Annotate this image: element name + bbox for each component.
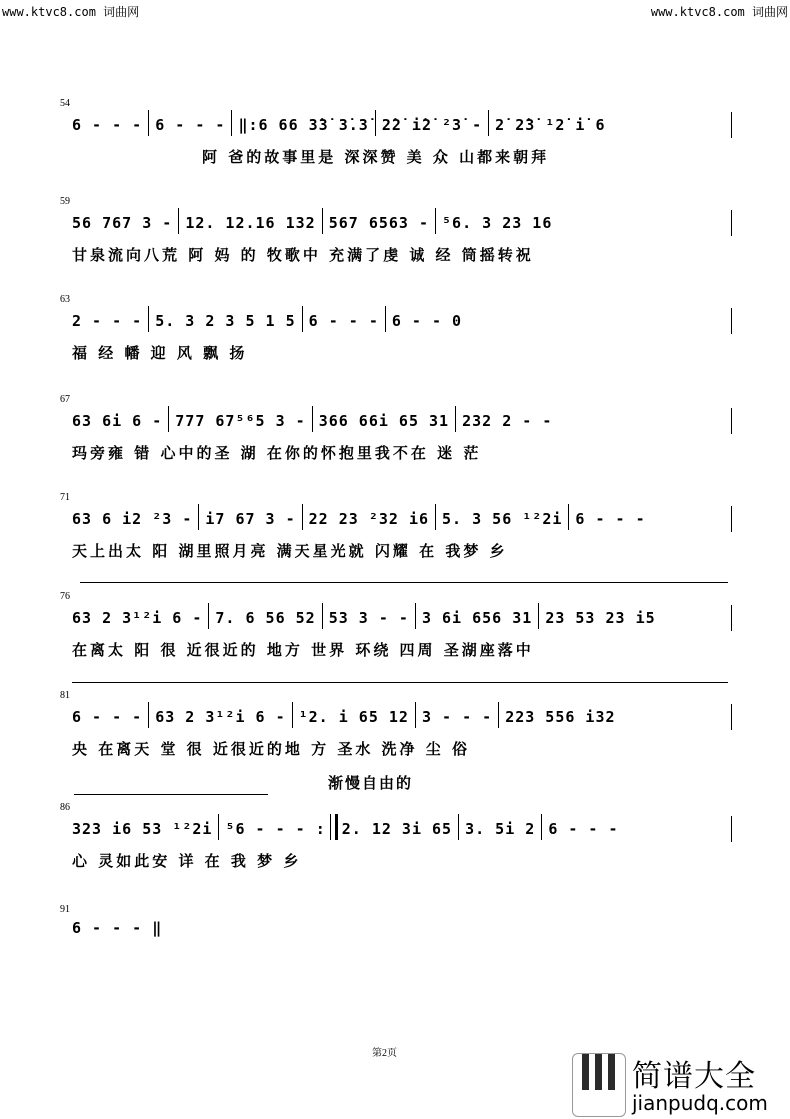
measure: 6 - - - xyxy=(575,510,646,528)
notes-line xyxy=(72,210,552,234)
measure: 366 66i 65 31 xyxy=(318,412,450,430)
tempo-marking: 渐慢自由的 xyxy=(328,774,414,792)
barline xyxy=(312,406,313,432)
notes-line xyxy=(72,408,552,432)
measure: 2. 12 3i 65 xyxy=(341,820,453,838)
barline xyxy=(231,110,232,136)
logo-title: 简谱大全 xyxy=(632,1059,756,1094)
lyrics-line: 央 在离天 堂 很 近很近的地 方 圣水 洗净 尘 俗 xyxy=(72,740,471,758)
measure: 5. 3 56 ¹²2i xyxy=(442,510,563,528)
barline xyxy=(731,308,732,334)
barline xyxy=(568,504,569,530)
barline xyxy=(731,408,732,434)
barline xyxy=(322,208,323,234)
measure: 567 6563 - xyxy=(328,214,430,232)
measure-number: 86 xyxy=(60,802,70,813)
barline xyxy=(302,306,303,332)
measure: 2 - - - xyxy=(72,312,143,330)
lyrics-line: 天上出太 阳 湖里照月亮 满天星光就 闪耀 在 我梦 乡 xyxy=(72,542,508,560)
measure: 3. 5i 2 xyxy=(465,820,536,838)
barline xyxy=(168,406,169,432)
measure: 53 3 - - xyxy=(328,609,409,627)
lyrics-line: 玛旁雍 错 心中的圣 湖 在你的怀抱里我不在 迷 茫 xyxy=(72,444,482,462)
barline xyxy=(178,208,179,234)
measure-number: 54 xyxy=(60,98,70,109)
barline xyxy=(731,605,732,631)
measure: 6 - - - xyxy=(308,312,379,330)
barline xyxy=(415,603,416,629)
barline xyxy=(731,704,732,730)
piano-keys-icon xyxy=(572,1053,626,1117)
measure: 56 767 3 - xyxy=(72,214,173,232)
barline xyxy=(731,816,732,842)
notes-line xyxy=(72,112,606,136)
barline xyxy=(458,814,459,840)
measure: 5. 3 2 3 5 1 5 xyxy=(155,312,296,330)
barline xyxy=(455,406,456,432)
notes-line xyxy=(72,506,646,530)
measure-number: 59 xyxy=(60,196,70,207)
measure: 6 - - - xyxy=(72,116,143,134)
barline xyxy=(385,306,386,332)
notes-line xyxy=(72,605,656,629)
lyrics-line: 心 灵如此安 详 在 我 梦 乡 xyxy=(72,852,302,870)
measure: 777 67⁵⁶5 3 - xyxy=(175,412,306,430)
notes-line xyxy=(72,816,619,840)
measure: 2̇2̇ i̇2̇ ²3̇ - xyxy=(381,116,483,134)
measure: 2̇ 2̇3̇ ¹2̇ i̇ 6 xyxy=(495,116,606,134)
page-number: 第2页 xyxy=(372,1048,397,1059)
measure: 6 - - - xyxy=(548,820,619,838)
measure: 63 2 3¹²i 6 - xyxy=(155,708,286,726)
lyrics-line: 福 经 幡 迎 风 飘 扬 xyxy=(72,344,248,362)
barline xyxy=(208,603,209,629)
site-header-right: www.ktvc8.com 词曲网 xyxy=(650,5,788,19)
lyrics-line: 在离太 阳 很 近很近的 地方 世界 环绕 四周 圣湖座落中 xyxy=(72,641,534,659)
barline xyxy=(198,504,199,530)
site-header-left: www.ktvc8.com 词曲网 xyxy=(2,5,140,19)
measure: 63 2 3¹²i 6 - xyxy=(72,609,203,627)
measure: ¹2. i 65 12 xyxy=(298,708,409,726)
barline xyxy=(541,814,542,840)
barline xyxy=(148,702,149,728)
notes-line xyxy=(72,918,162,942)
measure: 232 2 - - xyxy=(462,412,553,430)
barline xyxy=(488,110,489,136)
slur-line xyxy=(80,582,728,583)
measure: 223 556 i32 xyxy=(505,708,616,726)
measure: 6 - - - xyxy=(72,708,143,726)
barline xyxy=(435,504,436,530)
barline xyxy=(375,110,376,136)
measure: 3 6i 656 31 xyxy=(421,609,533,627)
barline xyxy=(415,702,416,728)
measure: 6 - - - xyxy=(155,116,226,134)
slur-line xyxy=(72,682,728,683)
barline xyxy=(148,306,149,332)
barline xyxy=(322,603,323,629)
measure: 12. 12.16 132 xyxy=(185,214,316,232)
measure: 63 6 i2 ²3 - xyxy=(72,510,193,528)
notes-line xyxy=(72,308,462,332)
measure: 6 - - 0 xyxy=(391,312,463,330)
barline xyxy=(218,814,219,840)
barline xyxy=(292,702,293,728)
logo-url: jianpudq.com xyxy=(632,1091,768,1115)
measure-number: 63 xyxy=(60,294,70,305)
measure: ‖:6 66 3̇3̇ 3̇.3̇ xyxy=(238,116,369,134)
measure-number: 81 xyxy=(60,690,70,701)
barline xyxy=(302,504,303,530)
measure: 6 - - - ‖ xyxy=(72,918,163,937)
measure: 22 23 ²32 i6 xyxy=(308,510,430,528)
barline xyxy=(731,506,732,532)
measure-number: 76 xyxy=(60,591,70,602)
barline xyxy=(435,208,436,234)
site-logo[interactable] xyxy=(572,1053,790,1119)
barline xyxy=(731,112,732,138)
lyrics-line: 甘泉流向八荒 阿 妈 的 牧歌中 充满了虔 诚 经 筒摇转祝 xyxy=(72,246,534,264)
measure: ⁵6 - - - : xyxy=(225,820,326,838)
measure-number: 91 xyxy=(60,904,70,915)
notes-line xyxy=(72,704,616,728)
measure: ⁵6. 3 23 16 xyxy=(442,214,553,232)
lyrics-line: 阿 爸的故事里是 深深赞 美 众 山都来朝拜 xyxy=(202,148,550,166)
measure: 63 6i 6 - xyxy=(72,412,163,430)
measure: 23 53 23 i5 xyxy=(545,609,656,627)
measure: i7 67 3 - xyxy=(205,510,296,528)
measure: 323 i6 53 ¹²2i xyxy=(72,820,213,838)
measure: 7. 6 56 52 xyxy=(215,609,316,627)
barline xyxy=(731,210,732,236)
measure-number: 71 xyxy=(60,492,70,503)
barline xyxy=(538,603,539,629)
barline xyxy=(498,702,499,728)
measure-number: 67 xyxy=(60,394,70,405)
repeat-barline xyxy=(330,814,338,840)
measure: 3 - - - xyxy=(421,708,493,726)
slur-line xyxy=(74,794,268,795)
barline xyxy=(148,110,149,136)
